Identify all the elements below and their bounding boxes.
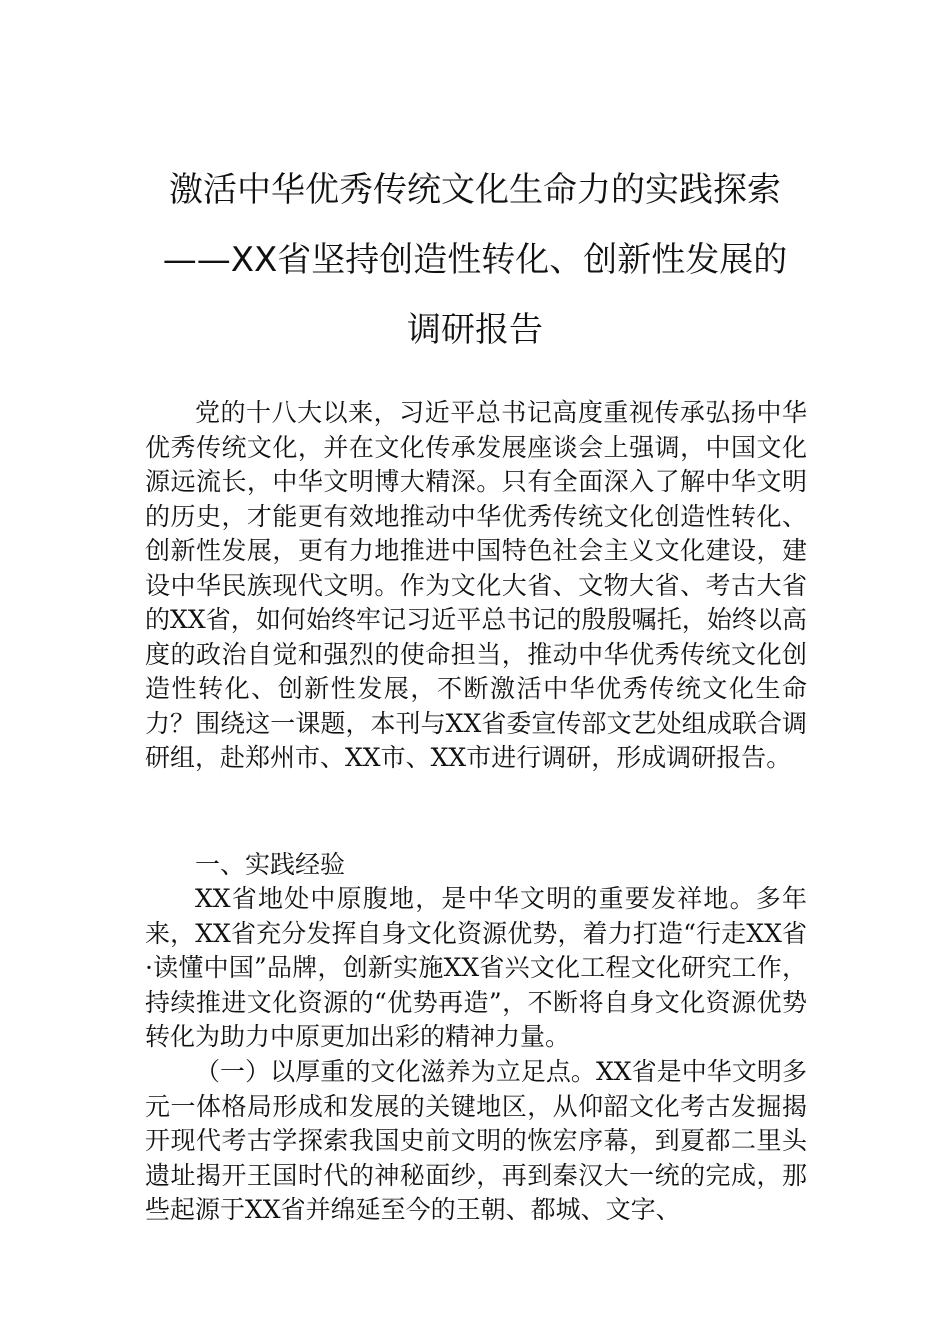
intro-paragraph: 党的十八大以来，习近平总书记高度重视传承弘扬中华优秀传统文化，并在文化传承发展座谈会上强调，中国文化源远流长，中华文明博大精深。只有全面深入了解中华文明的历史，才能更有效地推动中华优秀传统文化创造性转化、创新性发展，更有力地推进中国特色社会主义文化建设，建设中华民族现代文明。作为文化大省、文物大省、考古大省的XX省，如何始终牢记习近平总书记的殷殷嘱托，始终以高度的政治自觉和强烈的使命担当，推动中华优秀传统文化创造性转化、创新性发展，不断激活中华优秀传统文化生命力？围绕这一课题，本刊与XX省委宣传部文艺处组成联合调研组，赴郑州市、XX市、XX市进行调研，形成调研报告。 (145, 398, 807, 772)
section-paragraph-1: XX省地处中原腹地，是中华文明的重要发祥地。多年来，XX省充分发挥自身文化资源优势，着力打造“行走XX省·读懂中国”品牌，创新实施XX省兴文化工程文化研究工作，持续推进文化资源的“优势再造”，不断将自身文化资源优势转化为助力中原更加出彩的精神力量。 (145, 884, 807, 1051)
document-title-line-2: ——XX省坚持创造性转化、创新性发展的 (162, 240, 788, 280)
section-heading-practice: 一、实践经验 (195, 850, 346, 879)
document-title-line-3: 调研报告 (407, 310, 543, 350)
section-paragraph-2: （一）以厚重的文化滋养为立足点。XX省是中华文明多元一体格局形成和发展的关键地区，从仰韶文化考古发掘揭开现代考古学探索我国史前文明的恢宏序幕，到夏都二里头遗址揭开王国时代的神秘面纱，再到秦汉大一统的完成，那些起源于XX省并绵延至今的王朝、都城、文字、 (145, 1057, 807, 1224)
document-title-line-1: 激活中华优秀传统文化生命力的实践探索 (169, 170, 781, 210)
